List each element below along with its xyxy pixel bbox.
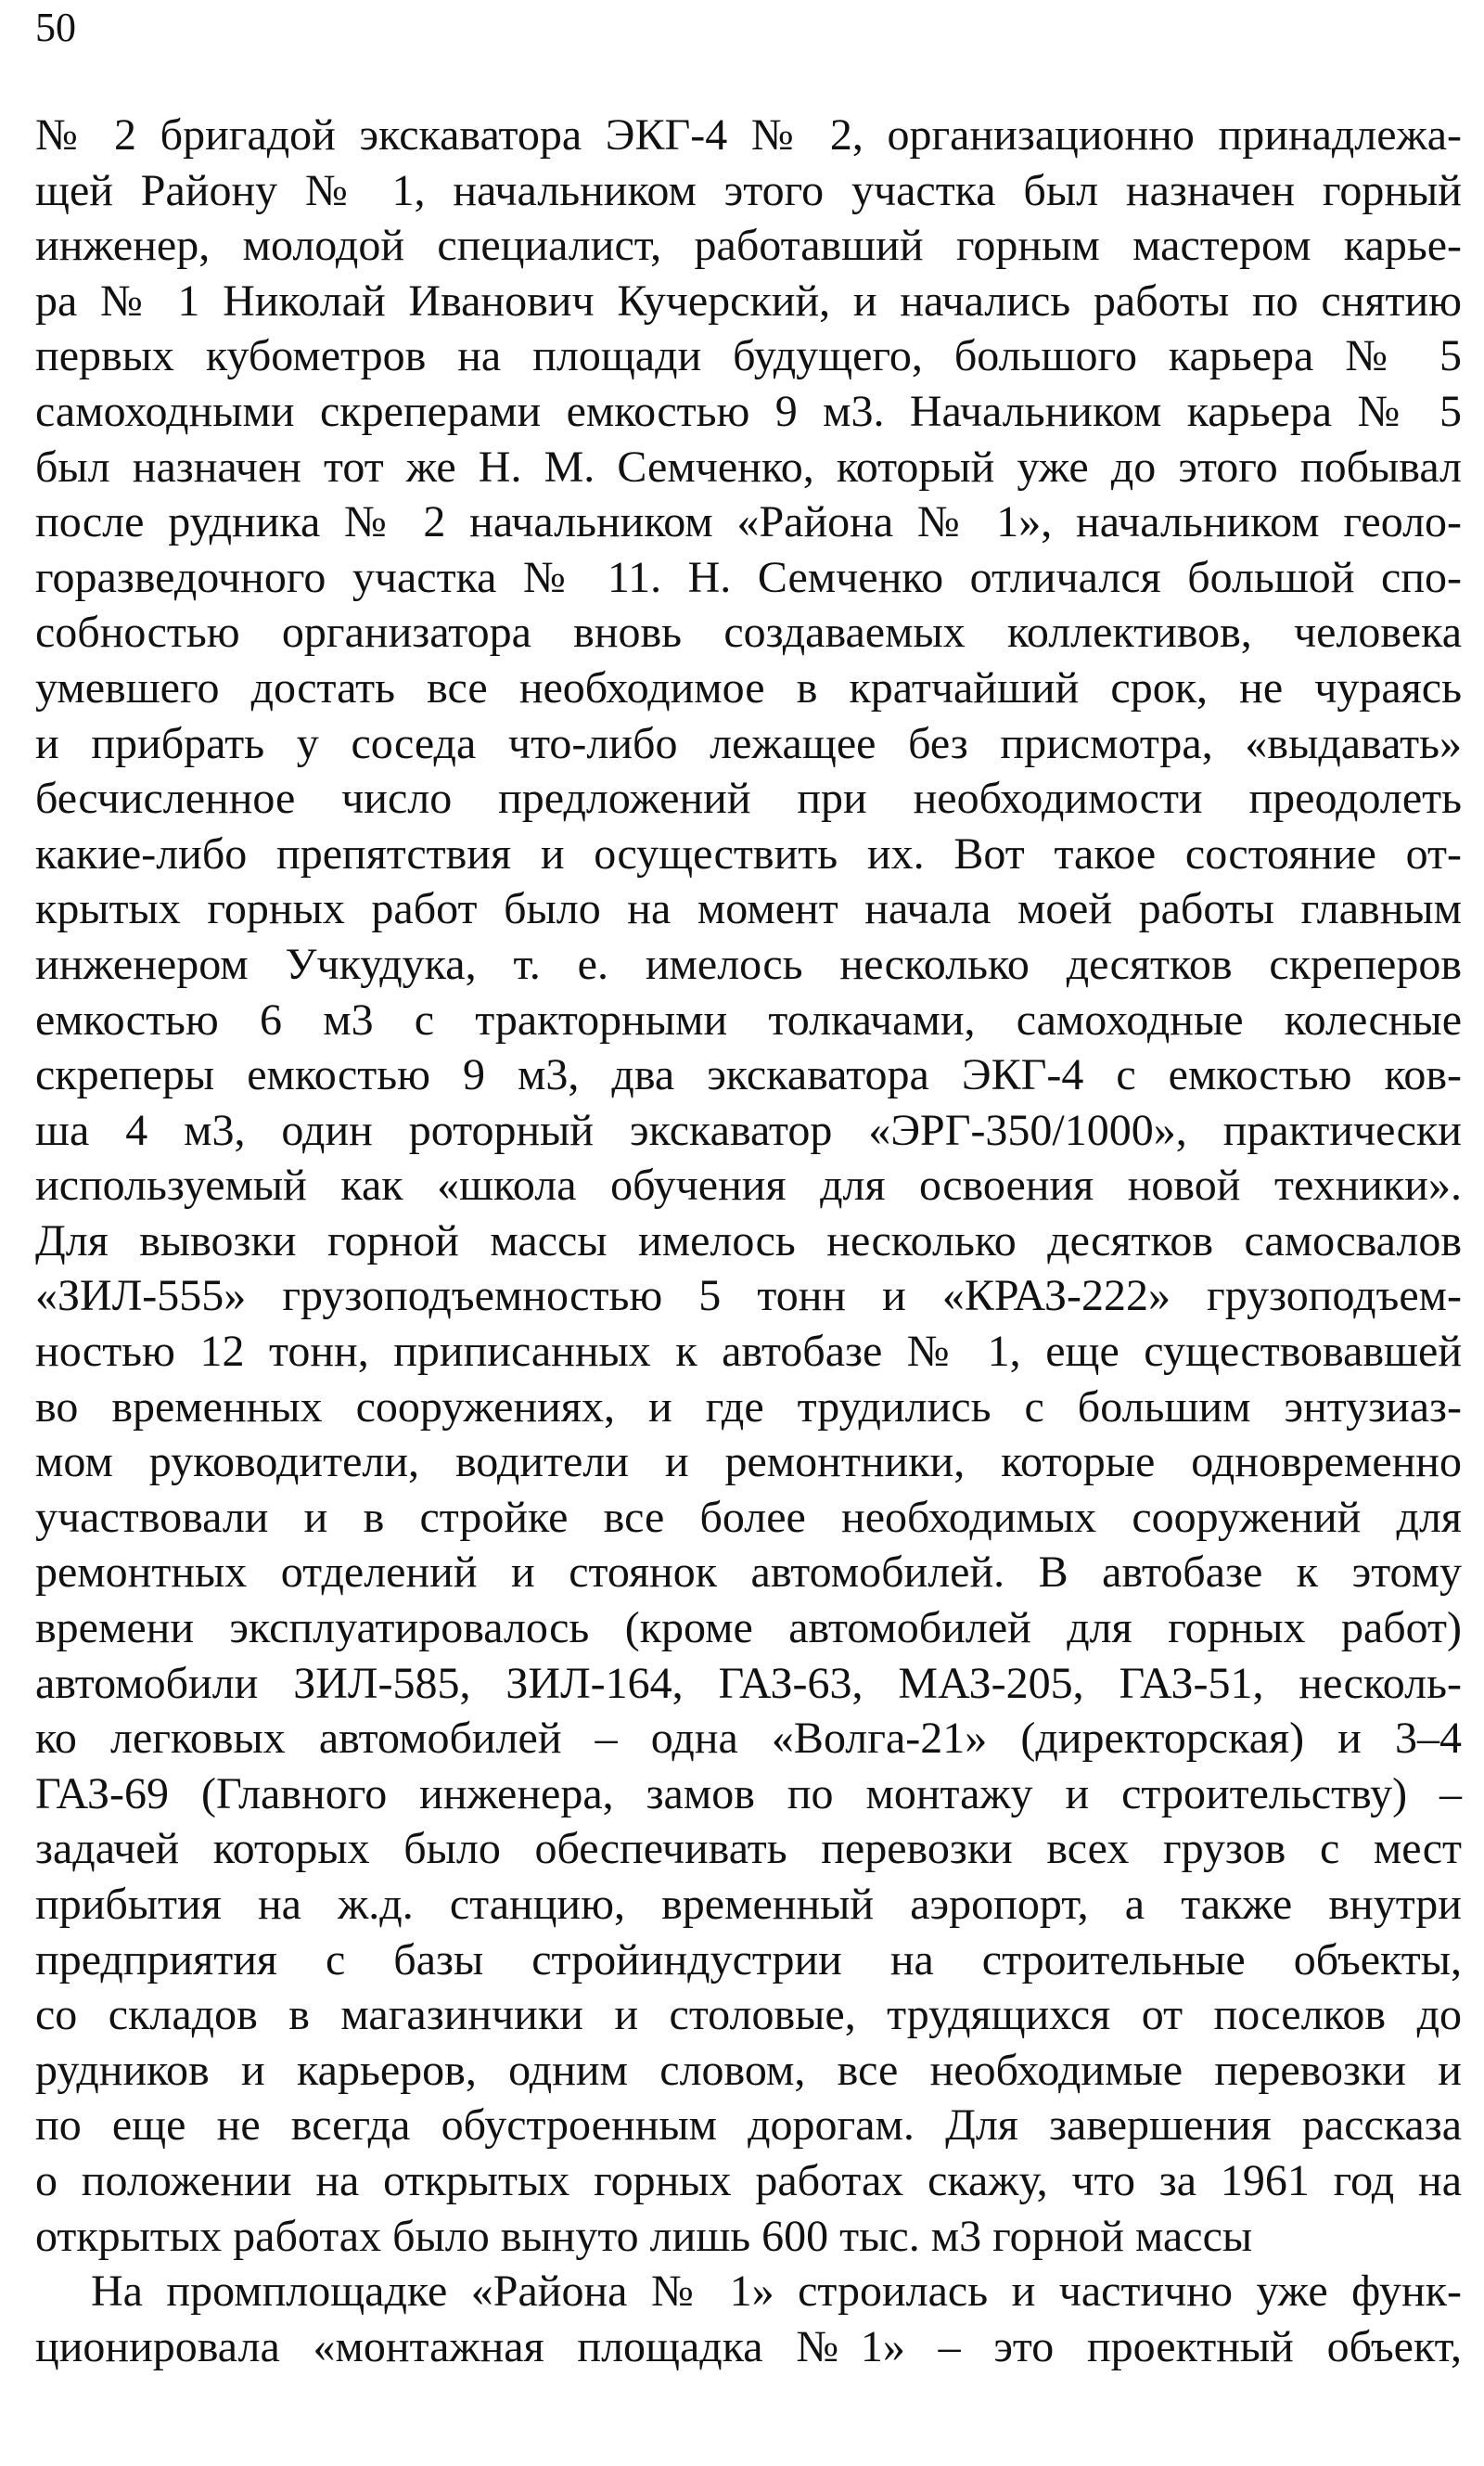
text-line: был назначен тот же Н. М. Семченко, который уже до этого побывал <box>35 442 1462 492</box>
text-line: первых кубометров на площади будущего, большого карьера № 5 <box>35 331 1462 381</box>
page-number: 50 <box>35 5 76 50</box>
text-line: ционировала «монтажная площадка №1» – это проектный объект, <box>35 2321 1462 2371</box>
text-line: инженером Учкудука, т. е. имелось несколько десятков скреперов <box>35 939 1462 989</box>
text-line: со складов в магазинчики и столовые, трудящихся от поселков до <box>35 1990 1462 2040</box>
text-line: щей Району № 1, начальником этого участка был назначен горный <box>35 165 1462 215</box>
text-line: крытых горных работ было на момент начала моей работы главным <box>35 884 1462 934</box>
text-line: собностью организатора вновь создаваемых коллективов, человека <box>35 608 1462 658</box>
text-line: скреперы емкостью 9 м3, два экскаватора ЭКГ-4 с емкостью ков- <box>35 1050 1462 1100</box>
text-line: ко легковых автомобилей – одна «Волга-21» (директорская) и 3–4 <box>35 1714 1462 1764</box>
text-line: Для вывозки горной массы имелось несколько десятков самосвалов <box>35 1215 1462 1265</box>
text-line: инженер, молодой специалист, работавший горным мастером карье- <box>35 221 1462 271</box>
text-line: умевшего достать все необходимое в кратчайший срок, не чураясь <box>35 662 1462 713</box>
text-line: и прибрать у соседа что-либо лежащее без присмотра, «выдавать» <box>35 718 1462 768</box>
text-line: На промплощадке «Района № 1» строилась и частично уже функ- <box>91 2267 1462 2317</box>
text-line: емкостью 6 м3 с тракторными толкачами, самоходные колесные <box>35 995 1462 1045</box>
text-line: прибытия на ж.д. станцию, временный аэропорт, а также внутри <box>35 1880 1462 1929</box>
text-line: ремонтных отделений и стоянок автомобилей. В автобазе к этому <box>35 1548 1462 1598</box>
text-line: № 2 бригадой экскаватора ЭКГ-4 № 2, организационно принадлежа- <box>35 110 1462 160</box>
text-line: какие-либо препятствия и осуществить их. Вот такое состояние от- <box>35 828 1462 879</box>
body-text <box>35 108 1462 2374</box>
text-line: открытых работах было вынуто лишь 600 тыс. м3 горной массы <box>35 2211 1253 2261</box>
text-line: используемый как «школа обучения для освоения новой техники». <box>35 1161 1462 1211</box>
text-line: после рудника № 2 начальником «Района № 1», начальником геоло- <box>35 497 1462 547</box>
text-line: рудников и карьеров, одним словом, все необходимые перевозки и <box>35 2045 1462 2095</box>
text-line: во временных сооружениях, и где трудились с большим энтузиаз- <box>35 1381 1462 1432</box>
text-line: времени эксплуатировалось (кроме автомобилей для горных работ) <box>35 1603 1462 1653</box>
text-line: участвовали и в стройке все более необходимых сооружений для <box>35 1492 1462 1542</box>
text-line: о положении на открытых горных работах скажу, что за 1961 год на <box>35 2155 1462 2205</box>
paragraph-1 <box>35 108 1462 2264</box>
text-line: предприятия с базы стройиндустрии на строительные объекты, <box>35 1934 1462 1984</box>
text-line: ша 4 м3, один роторный экскаватор «ЭРГ-350/1000», практически <box>35 1105 1462 1155</box>
paragraph-2 <box>35 2264 1462 2374</box>
text-line: ГАЗ-69 (Главного инженера, замов по монтажу и строительству) – <box>35 1768 1462 1818</box>
text-line: по еще не всегда обустроенным дорогам. Для завершения рассказа <box>35 2100 1462 2151</box>
text-line: бесчисленное число предложений при необходимости преодолеть <box>35 774 1462 824</box>
text-line: самоходными скреперами емкостью 9 м3. Начальником карьера № 5 <box>35 386 1462 436</box>
text-line: ностью 12 тонн, приписанных к автобазе № 1, еще существовавшей <box>35 1327 1462 1377</box>
text-line: «ЗИЛ-555» грузоподъемностью 5 тонн и «КРАЗ-222» грузоподъем- <box>35 1271 1462 1321</box>
text-line: автомобили ЗИЛ-585, ЗИЛ-164, ГАЗ-63, МАЗ-205, ГАЗ-51, несколь- <box>35 1658 1462 1708</box>
text-line: задачей которых было обеспечивать перевозки всех грузов с мест <box>35 1824 1462 1874</box>
text-line: горазведочного участка № 11. Н. Семченко отличался большой спо- <box>35 552 1462 602</box>
text-line: мом руководители, водители и ремонтники, которые одновременно <box>35 1437 1462 1487</box>
text-line: ра № 1 Николай Иванович Кучерский, и начались работы по снятию <box>35 276 1462 326</box>
